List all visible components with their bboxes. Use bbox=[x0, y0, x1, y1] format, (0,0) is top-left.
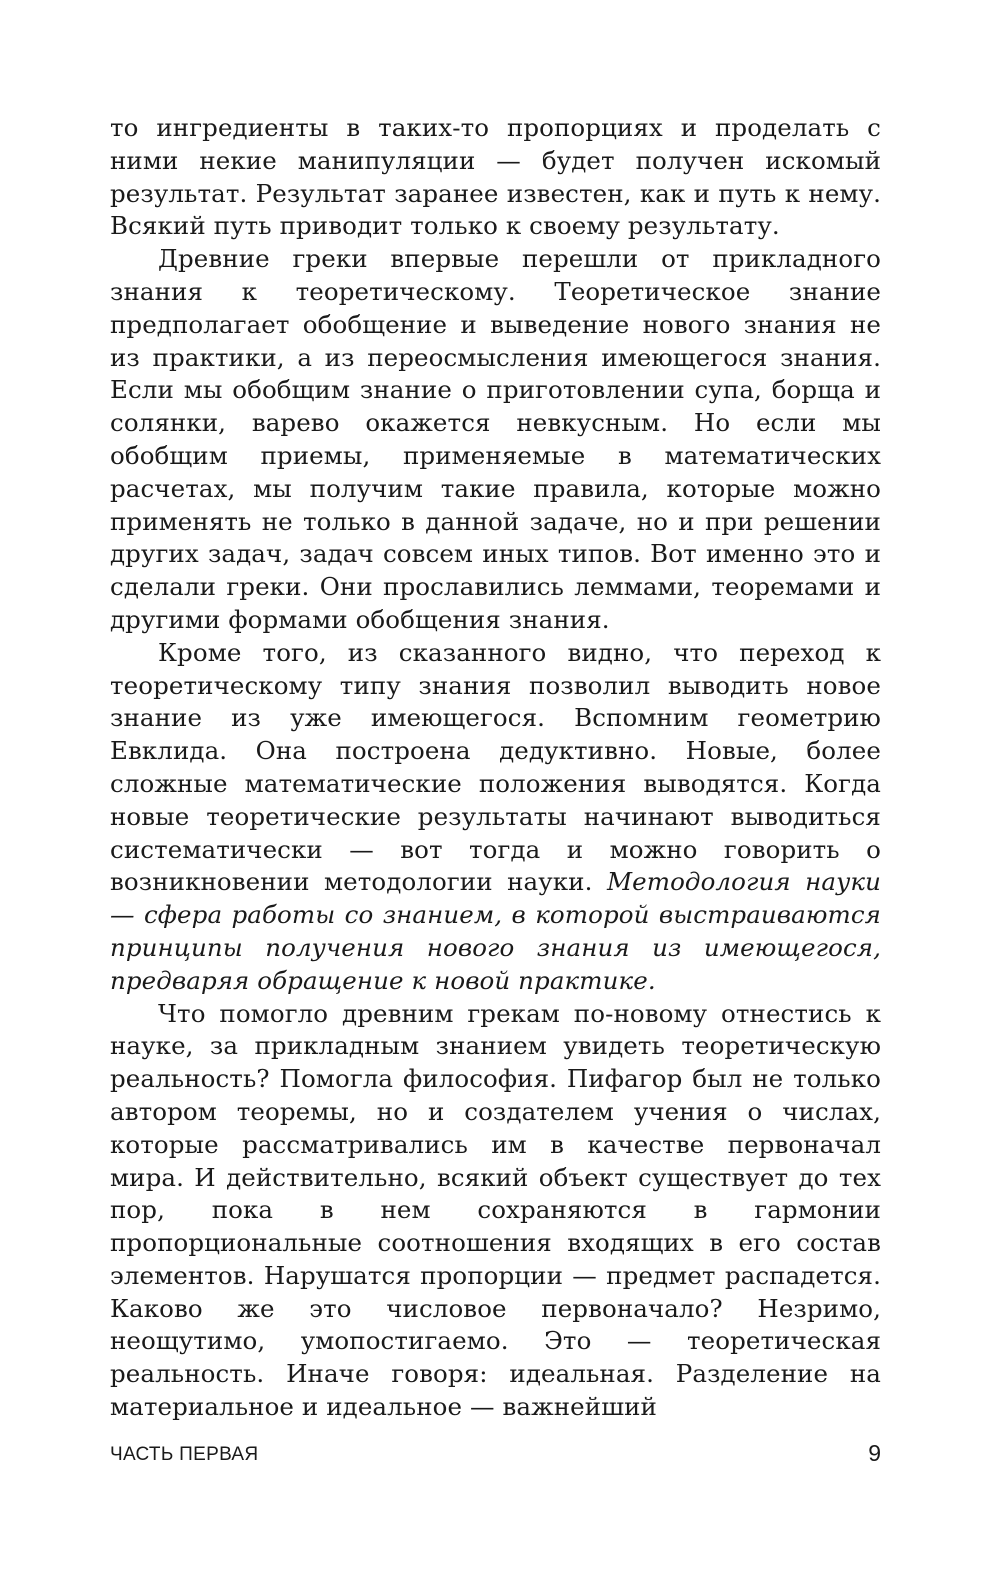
paragraph-text: то ингредиенты в таких-то пропорциях и проделать с ними некие манипуляции — будет получен искомый результат. Результат заранее известен, как и путь к нему. Всякий путь приводит только к своему результату. bbox=[110, 113, 881, 241]
paragraph-greeks bbox=[110, 243, 881, 637]
page-number: 9 bbox=[868, 1440, 881, 1466]
definition-italic: Методология науки — сфера работы со знанием, в которой выстраиваются принципы получения нового знания из имеющегося, предваряя обращение к новой практике. bbox=[110, 867, 881, 995]
paragraph-methodology bbox=[110, 637, 881, 998]
paragraph-text: Что помогло древним грекам по-новому отнестись к науке, за прикладным знанием увидеть теоретическую реальность? Помогла философия. Пифагор был не только автором теоремы, но и создателем учения о числах, которые рассматривались им в качестве первоначал мира. И действительно, всякий объект существует до тех пор, пока в нем сохраняются в гармонии пропорциональные соотношения входящих в его состав элементов. Нарушатся пропорции — предмет распадется. Каково же это числовое первоначало? Незримо, неощутимо, умопостигаемо. Это — теоретическая реальность. Иначе говоря: идеальная. Разделение на материальное и идеальное — важнейший bbox=[110, 998, 881, 1422]
paragraph-continued bbox=[110, 112, 881, 243]
body-text bbox=[110, 112, 881, 1424]
paragraph-philosophy bbox=[110, 998, 881, 1424]
page-footer bbox=[110, 1440, 881, 1470]
section-title: ЧАСТЬ ПЕРВАЯ bbox=[110, 1444, 259, 1465]
paragraph-text: Древние греки впервые перешли от прикладного знания к теоретическому. Теоретическое знание предполагает обобщение и выведение нового знания не из практики, а из переосмысления имеющегося знания. Если мы обобщим знание о приготовлении супа, борща и солянки, варево окажется невкусным. Но если мы обобщим приемы, применяемые в математических расчетах, мы получим такие правила, которые можно применять не только в данной задаче, но и при решении других задач, задач совсем иных типов. Вот именно это и сделали греки. Они прославились леммами, теоремами и другими формами обобщения знания. bbox=[110, 244, 881, 634]
paragraph-text: Кроме того, из сказанного видно, что переход к теоретическому типу знания позволил выводить новое знание из уже имеющегося. Вспомним геометрию Евклида. Она построена дедуктивно. Новые, более сложные математические положения выводятся. Когда новые теоретические результаты начинают выводиться систематически — вот тогда и можно говорить о возникновении методологии науки. bbox=[110, 637, 881, 897]
